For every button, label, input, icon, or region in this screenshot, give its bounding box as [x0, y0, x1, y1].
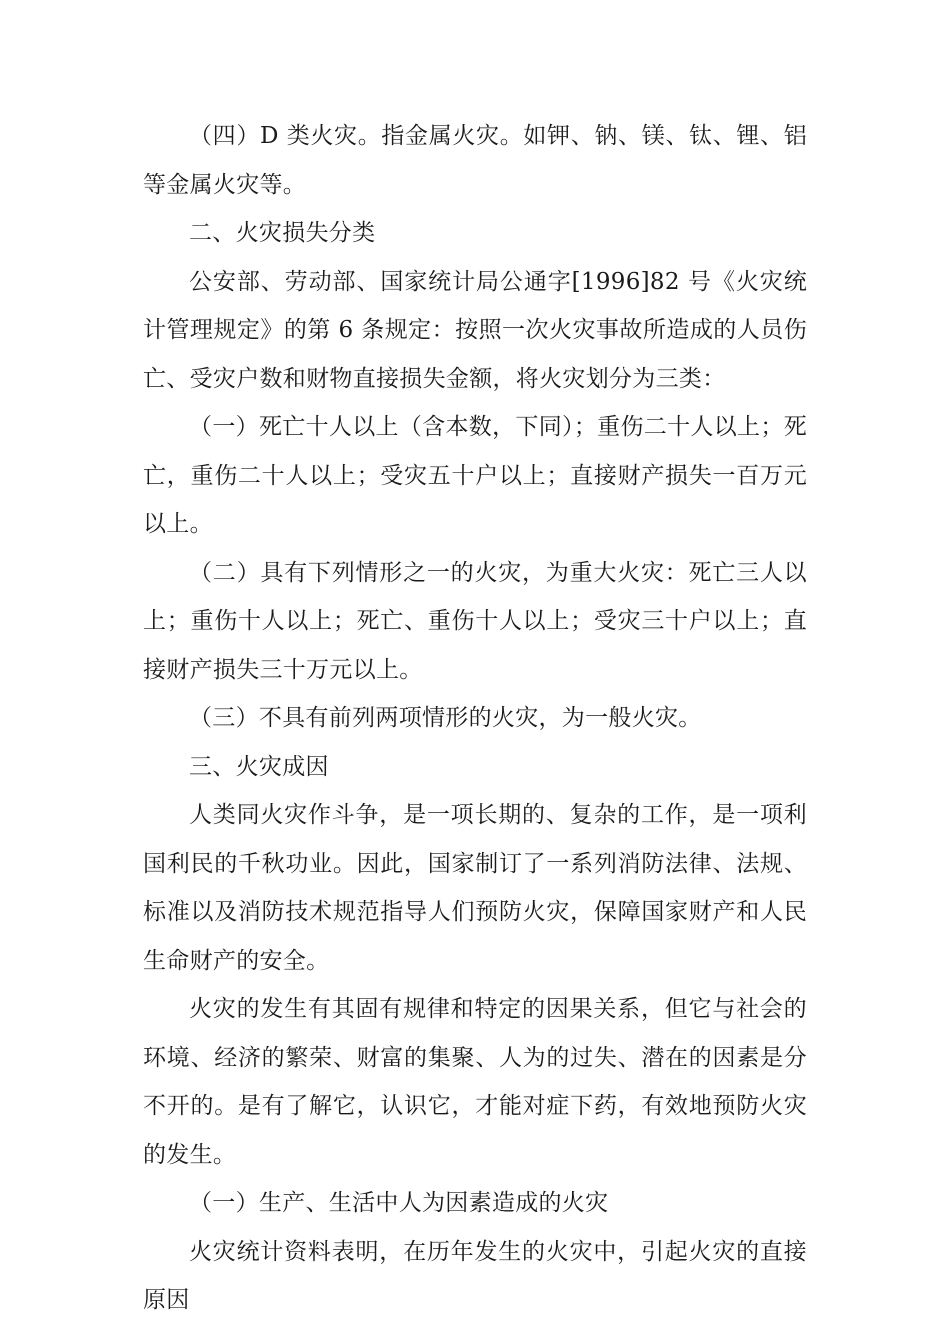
paragraph-fire-fighting: 人类同火灾作斗争，是一项长期的、复杂的工作，是一项利国利民的千秋功业。因此，国家制订了一系列消防法律、法规、标准以及消防技术规范指导人们预防火灾，保障国家财产和人民生命财产的安全。: [143, 802, 807, 974]
paragraph-fire-statistics: 火灾统计资料表明，在历年发生的火灾中，引起火灾的直接原因: [143, 1238, 807, 1313]
subsection-heading-human-factors: （一）生产、生活中人为因素造成的火灾: [189, 1190, 609, 1216]
paragraph-fire-occurrence: 火灾的发生有其固有规律和特定的因果关系，但它与社会的环境、经济的繁荣、财富的集聚、人为的过失、潜在的因素是分不开的。是有了解它，认识它，才能对症下药，有效地预防火灾的发生。: [143, 996, 807, 1168]
paragraph-class-one: （一）死亡十人以上（含本数，下同）；重伤二十人以上；死亡，重伤二十人以上；受灾五十户以上；直接财产损失一百万元以上。: [143, 414, 807, 537]
section-heading-fire-loss-classification: 二、火灾损失分类: [189, 220, 376, 246]
paragraph-statistics-regulation: 公安部、劳动部、国家统计局公通字[1996]82 号《火灾统计管理规定》的第 6 条规定：按照一次火灾事故所造成的人员伤亡、受灾户数和财物直接损失金额，将火灾划分为三类：: [143, 268, 807, 392]
section-heading-fire-causes: 三、火灾成因: [189, 753, 329, 780]
document-body: [143, 112, 807, 1325]
paragraph-class-two: （二）具有下列情形之一的火灾，为重大火灾：死亡三人以上；重伤十人以上；死亡、重伤十人以上；受灾三十户以上；直接财产损失三十万元以上。: [143, 559, 807, 683]
paragraph-class-d-fire: （四）D 类火灾。指金属火灾。如钾、钠、镁、钛、锂、铝等金属火灾等。: [143, 123, 807, 198]
paragraph-class-three: （三）不具有前列两项情形的火灾，为一般火灾。: [189, 705, 702, 731]
